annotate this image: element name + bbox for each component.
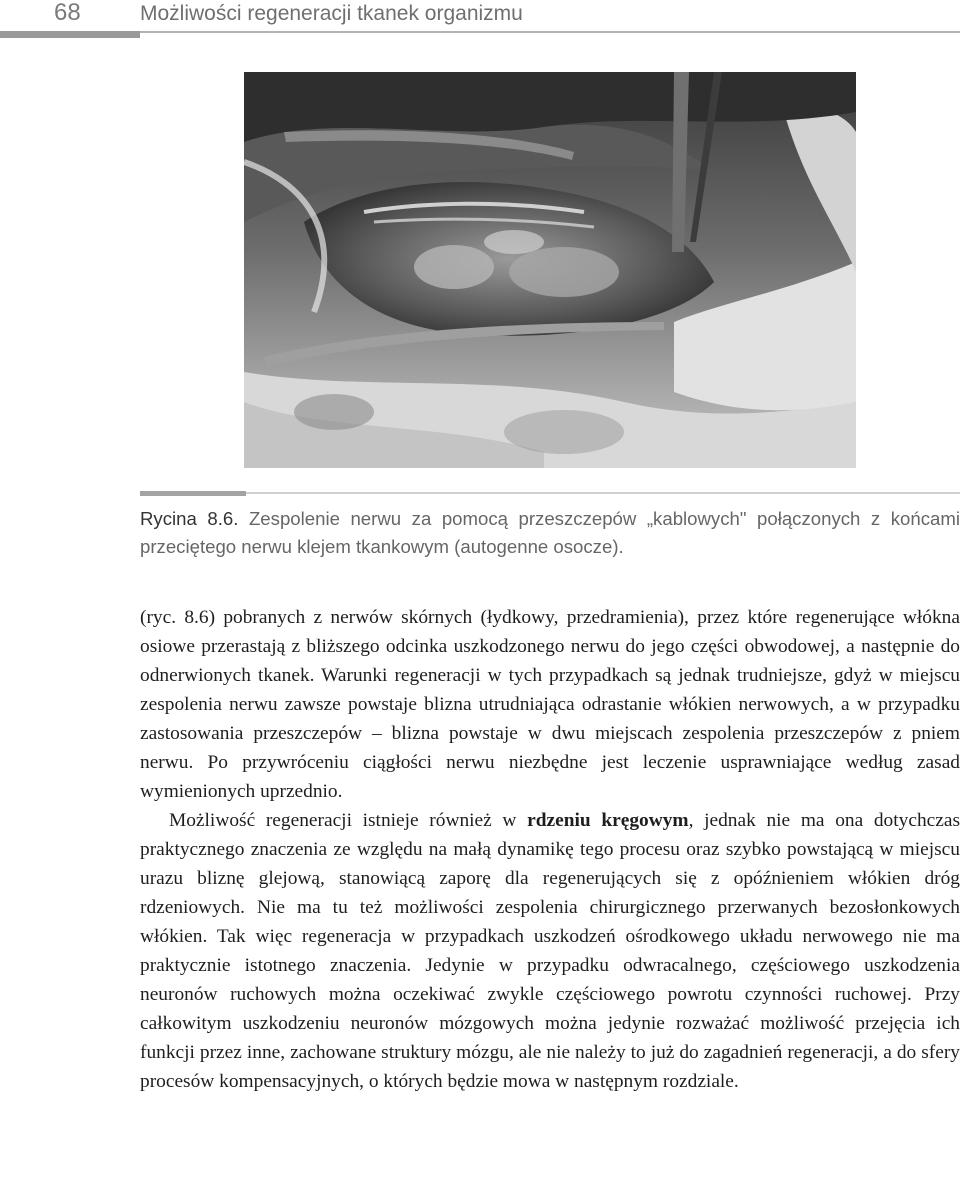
header-rule (140, 31, 960, 33)
caption-rule-accent (140, 491, 246, 496)
paragraph-1: (ryc. 8.6) pobranych z nerwów skórnych (łydkowy, przedramienia), przez które regenerujące włókna osiowe przerastają z bliższego odcinka uszkodzonego nerwu do jego części obwodowej, a następnie do odnerwionych tkanek. Warunki regeneracji w tych przypadkach są jednak trudniejsze, gdyż w miejscu zespolenia nerwu zawsze powstaje blizna utrudniająca odrastanie włókien nerwowych, a w przypadku zastosowania przeszczepów – blizna powstaje w dwu miejscach zespolenia przeszczepów z pniem nerwu. Po przywróceniu ciągłości nerwu niezbędne jest leczenie usprawniające według zasad wymienionych uprzednio. (140, 607, 960, 802)
caption-rule (246, 492, 960, 494)
page-header (0, 0, 960, 40)
page-number: 68 (54, 0, 81, 26)
running-title: Możliwości regeneracji tkanek organizmu (140, 2, 523, 25)
paragraph-2-start: Możliwość regeneracji istnieje również w (169, 810, 528, 831)
paragraph-2-rest: , jednak nie ma ona dotychczas praktycznego znaczenia ze względu na małą dynamikę tego procesu oraz szybko powstającą w miejscu urazu bliznę glejową, stanowiącą zaporę dla regenerujących się z opóźnieniem włókien dróg rdzeniowych. Nie ma tu też możliwości zespolenia chirurgicznego przerwanych bezosłonkowych włókien. Tak więc regeneracja w przypadkach uszkodzeń ośrodkowego układu nerwowego nie ma praktycznie istotnego znaczenia. Jedynie w przypadku odwracalnego, częściowego uszkodzenia neuronów ruchowych można oczekiwać zwykle częściowego powrotu czynności ruchowej. Przy całkowitym uszkodzeniu neuronów mózgowych można jedynie rozważać możliwość przejęcia ich funkcji przez inne, zachowane struktury mózgu, ale nie należy to już do zagadnień regeneracji, a do sfery procesów kompensacyjnych, o których będzie mowa w następnym rozdziale. (140, 810, 960, 1092)
paragraph-2 (140, 806, 960, 1096)
header-rule-accent (0, 31, 140, 38)
figure-caption-text: Zespolenie nerwu za pomocą przeszczepów „kablowych" połączonych z końcami przeciętego nerwu klejem tkankowym (autogenne osocze). (140, 508, 960, 557)
surgical-photo (244, 72, 856, 468)
term-rdzen-kregowy: rdzeniu kręgowym (527, 810, 689, 831)
figure-caption (140, 505, 960, 561)
figure-label: Rycina 8.6. (140, 508, 239, 529)
body-text (140, 603, 960, 1096)
